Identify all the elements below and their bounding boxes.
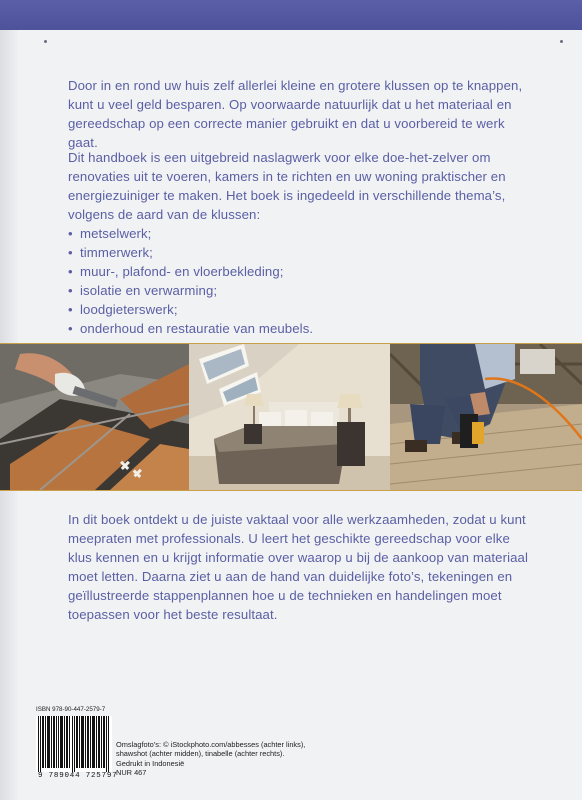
credits-line: Omslagfoto’s: © iStockphoto.com/abbesses (achter links), [116,740,306,749]
photo-nailgun [390,344,582,490]
task-list-item: • muur-, plafond- en vloerbekleding; [68,262,528,281]
credits [116,740,376,778]
task-list-item: • loodgieterswerk; [68,300,528,319]
intro-text: Door in en rond uw huis zelf allerlei kleine en grotere klussen op te knappen, kunt u veel geld besparen. Op voorwaarde natuurlijk dat u het materiaal en gereedschap op een correcte manier gebruikt en dat u voorbereid te werk gaat. [68,78,523,150]
photo-strip [0,343,582,491]
task-list-item: • isolatie en verwarming; [68,281,528,300]
handbook-text: Dit handboek is een uitgebreid naslagwerk voor elke doe-het-zelver om renovaties uit te voeren, kamers in te richten en uw woning praktischer en energiezuiniger te maken. Het boek is ingedeeld in verschillende thema’s, volgens de aard van de klussen: [68,150,506,222]
intro-paragraph [68,76,528,152]
handbook-section [68,148,528,338]
closing-paragraph [68,510,528,624]
task-list-item: • timmerwerk; [68,243,528,262]
cover-top-band [0,0,582,30]
barcode-digits: 9 789044 725797 [38,772,118,780]
print-speck [560,40,563,43]
photo-tiling [0,344,189,490]
credits-line: Gedrukt in Indonesië [116,758,185,768]
task-list-item: • onderhoud en restauratie van meubels. [68,319,528,338]
closing-text: In dit boek ontdekt u de juiste vaktaal voor alle werkzaamheden, zodat u kunt meepraten met professionals. U leert het geschikte gereedschap voor elke klus kennen en u krijgt informatie over waarop u bij de aankoop van materiaal moet letten. Daarna ziet u aan de hand van duidelijke foto’s, tekeningen en geïllustreerde stappenplannen hoe u de technieken en handelingen moet toepassen voor het beste resultaat. [68,512,528,622]
task-list [68,224,528,338]
print-speck [44,40,47,43]
credits-line: NUR 467 [116,768,147,778]
credits-line: shawshot (achter midden), tinabelle (achter rechts). [116,749,285,759]
task-list-item: • metselwerk; [68,224,528,243]
barcode [36,716,112,774]
barcode-bars [36,716,112,772]
photo-bedroom [189,344,390,490]
isbn-label: ISBN 978-90-447-2579-7 [36,706,106,713]
